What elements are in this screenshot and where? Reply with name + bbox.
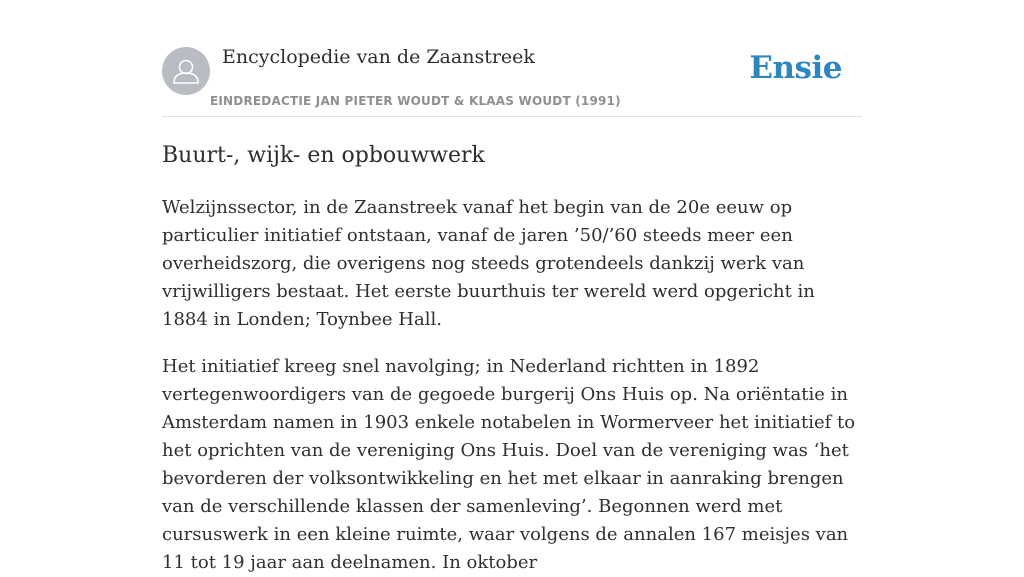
user-icon[interactable] xyxy=(162,47,210,95)
source-title[interactable]: Encyclopedie van de Zaanstreek xyxy=(222,46,535,68)
source-editors: EINDREDACTIE JAN PIETER WOUDT & KLAAS WOUDT (1991) xyxy=(210,94,621,108)
source-header xyxy=(162,0,862,117)
article-page xyxy=(162,0,862,577)
ensie-logo[interactable]: Ensie xyxy=(749,50,842,86)
article-title: Buurt-, wijk- en opbouwwerk xyxy=(162,143,485,168)
article-paragraph-2: Het initiatief kreeg snel navolging; in Nederland richtten in 1892 vertegenwoordigers van de gegoede burgerij Ons Huis op. Na oriëntatie in Amsterdam namen in 1903 enkele notabelen in Wormerveer het initiatief to het oprichten van de vereniging Ons Huis. Doel van de vereniging was ‘het bevorderen der volksontwikkeling en het met elkaar in aanraking brengen van de verschillende klassen der samenleving’. Begonnen werd met cursuswerk in een kleine ruimte, waar volgens de annalen 167 meisjes van 11 tot 19 jaar aan deelnamen. In oktober xyxy=(162,356,856,573)
article-paragraph-1: Welzijnssector, in de Zaanstreek vanaf het begin van de 20e eeuw op particulier initiatief ontstaan, vanaf de jaren ’50/’60 steeds meer een overheidszorg, die overigens nog steeds grotendeels dankzij werk van vrijwilligers bestaat. Het eerste buurthuis ter wereld werd opgericht in 1884 in Londen; Toynbee Hall. xyxy=(162,197,815,330)
